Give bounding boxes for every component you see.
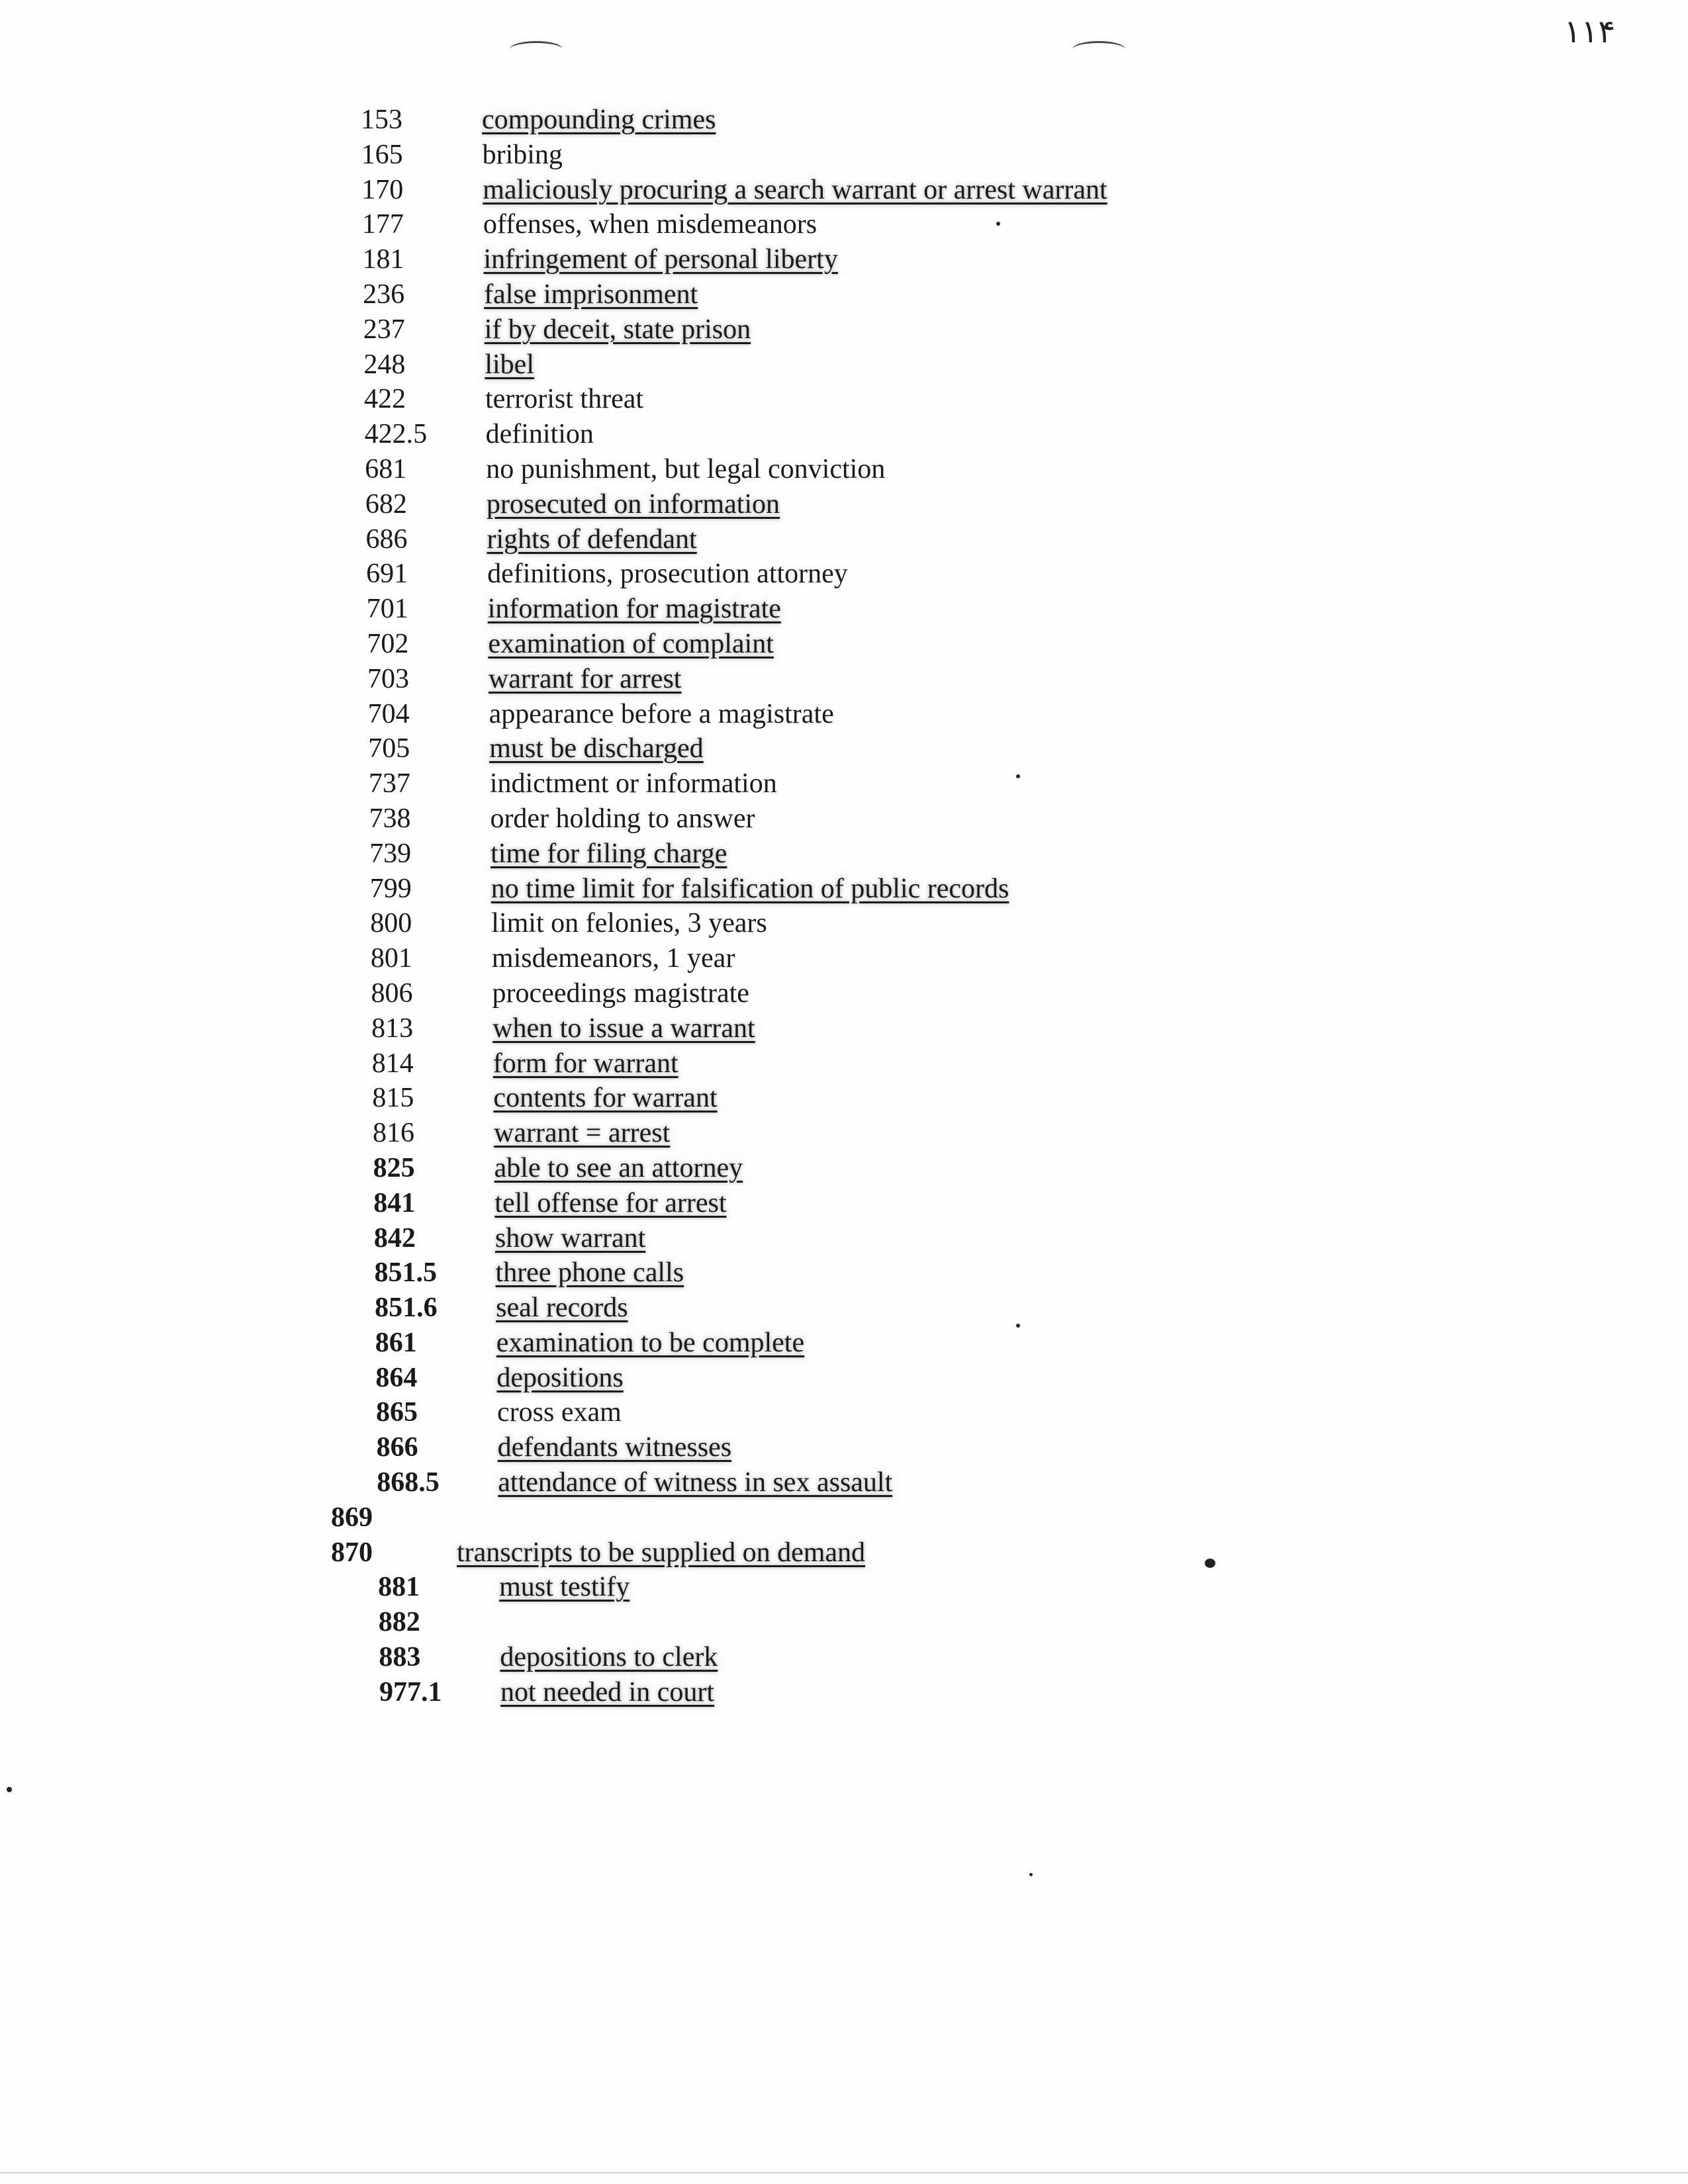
section-description: if by deceit, state prison <box>484 314 751 345</box>
list-item <box>0 941 1688 976</box>
list-item <box>0 872 1688 907</box>
section-number: 842 <box>373 1222 416 1253</box>
section-number: 813 <box>371 1013 414 1044</box>
section-description: libel <box>485 349 534 380</box>
section-number: 686 <box>365 523 408 555</box>
section-description: definitions, prosecution attorney <box>487 559 848 590</box>
section-description: not needed in court <box>500 1676 715 1707</box>
list-item <box>0 452 1688 487</box>
section-number: 851.5 <box>374 1257 438 1289</box>
list-item <box>0 277 1688 312</box>
section-description: able to see an attorney <box>494 1152 743 1183</box>
list-item <box>0 1640 1688 1675</box>
section-description: maliciously procuring a search warrant or arrest warrant <box>483 174 1107 205</box>
list-item <box>0 312 1688 347</box>
section-description: examination to be complete <box>496 1327 805 1358</box>
section-description: attendance of witness in sex assault <box>498 1467 893 1498</box>
list-item <box>0 1570 1688 1605</box>
section-number: 702 <box>367 628 409 659</box>
section-number: 705 <box>368 733 410 764</box>
section-number: 868.5 <box>377 1467 440 1498</box>
section-number: 701 <box>366 594 408 625</box>
list-item <box>0 1081 1688 1116</box>
section-description: form for warrant <box>492 1048 679 1079</box>
list-item <box>0 592 1688 627</box>
list-item <box>0 1221 1688 1256</box>
section-number: 825 <box>373 1152 415 1183</box>
section-description: offenses, when misdemeanors <box>483 209 818 240</box>
section-number: 181 <box>362 244 404 275</box>
punch-hole-mark <box>1072 41 1125 58</box>
section-number: 869 <box>331 1502 373 1533</box>
list-item <box>0 173 1688 208</box>
section-number: 682 <box>365 488 407 520</box>
list-item <box>0 103 1688 138</box>
section-number: 883 <box>379 1642 421 1673</box>
scan-speck <box>7 1787 12 1792</box>
section-number: 814 <box>371 1048 414 1079</box>
section-description: information for magistrate <box>487 594 781 625</box>
section-number: 739 <box>369 838 412 869</box>
section-description: bribing <box>482 139 563 170</box>
section-description: rights of defendant <box>487 523 697 555</box>
scan-edge-line <box>0 2172 1688 2173</box>
section-number: 799 <box>369 873 412 904</box>
list-item <box>0 1430 1688 1465</box>
list-item <box>0 1046 1688 1081</box>
list-item <box>0 627 1688 662</box>
section-number: 248 <box>363 349 406 380</box>
penal-code-section-list <box>0 103 1688 1710</box>
section-number: 170 <box>361 174 404 205</box>
section-number: 801 <box>370 943 412 974</box>
list-item <box>0 1535 1688 1570</box>
section-number: 864 <box>375 1362 418 1393</box>
section-description: defendants witnesses <box>497 1432 732 1463</box>
section-description: appearance before a magistrate <box>489 698 834 729</box>
list-item <box>0 1151 1688 1186</box>
list-item <box>0 1465 1688 1500</box>
section-description: warrant = arrest <box>494 1118 671 1149</box>
list-item <box>0 697 1688 732</box>
list-item <box>0 906 1688 941</box>
section-number: 870 <box>331 1537 373 1568</box>
section-description: must testify <box>499 1572 630 1603</box>
section-number: 882 <box>378 1607 420 1638</box>
punch-hole-mark <box>510 41 563 58</box>
section-number: 816 <box>373 1118 415 1149</box>
section-description: tell offense for arrest <box>494 1187 727 1218</box>
section-description: misdemeanors, 1 year <box>491 943 735 974</box>
list-item <box>0 766 1688 801</box>
section-number: 681 <box>365 453 407 484</box>
section-number: 806 <box>371 978 413 1009</box>
list-item <box>0 207 1688 242</box>
section-number: 977.1 <box>379 1676 442 1707</box>
list-item <box>0 1395 1688 1430</box>
list-item <box>0 1011 1688 1046</box>
section-description: transcripts to be supplied on demand <box>457 1537 866 1568</box>
list-item <box>0 1291 1688 1326</box>
scan-speck <box>1016 1324 1020 1328</box>
list-item <box>0 417 1688 452</box>
section-number: 236 <box>363 279 405 310</box>
section-description: terrorist threat <box>485 384 644 415</box>
section-description: depositions <box>496 1362 624 1393</box>
section-description: definition <box>485 419 594 450</box>
section-number: 841 <box>373 1187 416 1218</box>
list-item <box>0 1186 1688 1221</box>
section-description: limit on felonies, 3 years <box>491 908 767 939</box>
page-number: ۱۱۴ <box>1564 13 1615 50</box>
section-description: depositions to clerk <box>500 1642 718 1673</box>
list-item <box>0 382 1688 417</box>
list-item <box>0 557 1688 592</box>
scan-speck <box>996 222 1000 226</box>
section-description: show warrant <box>494 1222 646 1253</box>
section-description: when to issue a warrant <box>492 1013 755 1044</box>
section-description: examination of complaint <box>488 628 774 659</box>
section-description: three phone calls <box>495 1257 684 1289</box>
list-item <box>0 1116 1688 1151</box>
list-item <box>0 837 1688 872</box>
section-number: 153 <box>361 105 402 135</box>
section-number: 422.5 <box>364 419 428 450</box>
section-number: 851.6 <box>375 1293 438 1324</box>
section-number: 691 <box>366 559 408 590</box>
section-description: infringement of personal liberty <box>483 244 838 275</box>
section-number: 865 <box>376 1397 418 1428</box>
scan-speck <box>1016 774 1020 778</box>
list-item <box>0 1361 1688 1396</box>
list-item <box>0 138 1688 173</box>
section-number: 165 <box>361 139 403 170</box>
section-number: 422 <box>363 384 406 415</box>
list-item <box>0 1500 1688 1535</box>
section-description: order holding to answer <box>490 803 755 834</box>
section-number: 177 <box>361 209 404 240</box>
section-number: 866 <box>376 1432 418 1463</box>
section-number: 704 <box>367 698 410 729</box>
list-item <box>0 242 1688 277</box>
section-description: seal records <box>496 1293 628 1324</box>
section-number: 861 <box>375 1327 417 1358</box>
list-item <box>0 487 1688 522</box>
section-number: 815 <box>372 1083 414 1114</box>
section-description: prosecuted on information <box>486 488 780 520</box>
section-number: 800 <box>370 908 412 939</box>
section-description: contents for warrant <box>493 1083 718 1114</box>
list-item <box>0 1675 1688 1710</box>
list-item <box>0 522 1688 557</box>
section-number: 737 <box>368 768 410 799</box>
list-item <box>0 801 1688 837</box>
section-description: must be discharged <box>489 733 704 764</box>
section-description: indictment or information <box>489 768 777 799</box>
scan-speck <box>1029 1873 1033 1876</box>
list-item <box>0 731 1688 766</box>
section-number: 703 <box>367 663 409 694</box>
list-item <box>0 1255 1688 1291</box>
section-description: false imprisonment <box>484 279 698 310</box>
section-description: cross exam <box>497 1397 622 1428</box>
list-item <box>0 976 1688 1011</box>
list-item <box>0 662 1688 697</box>
section-description: proceedings magistrate <box>492 978 749 1009</box>
section-description: no punishment, but legal conviction <box>486 453 886 484</box>
section-number: 738 <box>369 803 411 834</box>
section-number: 881 <box>378 1572 420 1603</box>
section-description: time for filing charge <box>491 838 727 869</box>
scan-speck <box>1205 1559 1215 1568</box>
list-item <box>0 347 1688 383</box>
section-description: no time limit for falsification of public records <box>491 873 1009 904</box>
section-description: compounding crimes <box>482 105 716 135</box>
list-item <box>0 1326 1688 1361</box>
section-number: 237 <box>363 314 405 345</box>
list-item <box>0 1605 1688 1640</box>
section-description: warrant for arrest <box>488 663 682 694</box>
